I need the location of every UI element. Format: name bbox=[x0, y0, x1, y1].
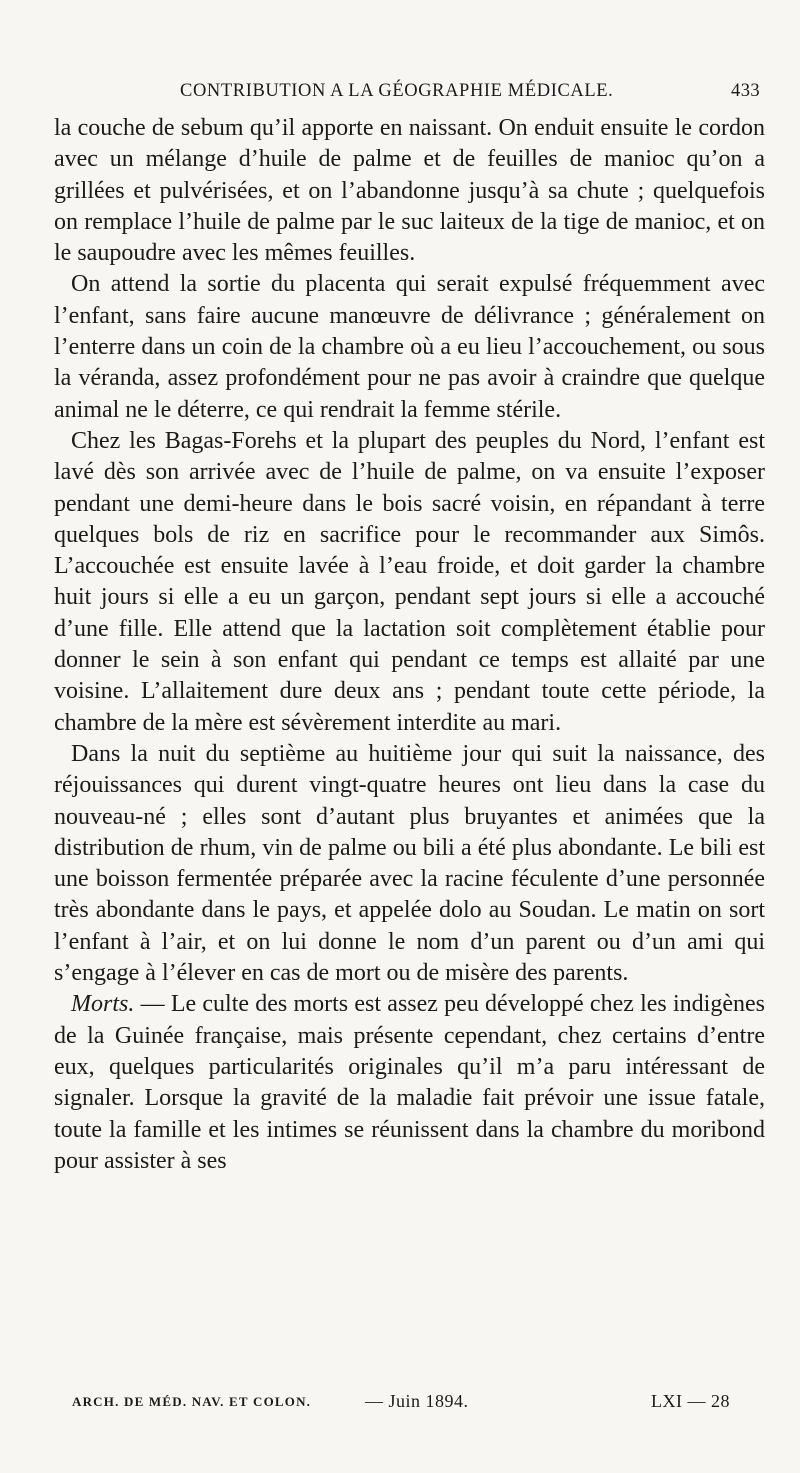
footer-date: — Juin 1894. bbox=[365, 1391, 469, 1411]
paragraph-3 bbox=[54, 426, 765, 739]
body-text bbox=[54, 113, 765, 1177]
paragraph-5 bbox=[54, 989, 765, 1177]
running-header bbox=[54, 77, 760, 107]
paragraph-text: On attend la sortie du placenta qui serait expulsé fréquemment avec l’enfant, sans faire aucune manœuvre de délivrance ; généralement on l’enterre dans un coin de la chambre où a eu lieu l’accouchement, ou sous la véranda, assez profondément pour ne pas avoir à craindre que quelque animal ne le déterre, ce qui rendrait la femme stérile. bbox=[54, 271, 765, 423]
section-run-in-heading: Morts. bbox=[71, 991, 135, 1018]
paragraph-text: la couche de sebum qu’il apporte en naissant. On enduit ensuite le cordon avec un mélange d’huile de palme et de feuilles de manioc qu’on a grillées et pulvérisées, et on l’abandonne jusqu’à sa chute ; quelquefois on remplace l’huile de palme par le suc laiteux de la tige de manioc, et on le saupoudre avec les mêmes feuilles. bbox=[54, 115, 765, 267]
page-number: 433 bbox=[731, 81, 760, 101]
paragraph-4 bbox=[54, 739, 765, 989]
footer-journal: ARCH. DE MÉD. NAV. ET COLON. bbox=[72, 1394, 312, 1409]
paragraph-2 bbox=[54, 269, 765, 425]
paragraph-text: Chez les Bagas-Forehs et la plupart des peuples du Nord, l’enfant est lavé dès son arrivée avec de l’huile de palme, on va ensuite l’exposer pendant une demi-heure dans le bois sacré voisin, en répandant à terre quelques bols de riz en sacrifice pour le recommander aux Simôs. L’accouchée est ensuite lavée à l’eau froide, et doit garder la chambre huit jours si elle a eu un garçon, pendant sept jours si elle a accouché d’une fille. Elle attend que la lactation soit complètement établie pour donner le sein à son enfant qui pendant ce temps est allaité par une voisine. L’allaitement dure deux ans ; pendant toute cette période, la chambre de la mère est sévèrement interdite au mari. bbox=[54, 427, 765, 736]
paragraph-text: — Le culte des morts est assez peu développé chez les indigènes de la Guinée française, mais présente cependant, chez certains d’entre eux, quelques particularités originales qu’il m’a paru intéressant de signaler. Lorsque la gravité de la maladie fait prévoir une issue fatale, toute la famille et les intimes se réunissent dans la chambre du moribond pour assister à ses bbox=[54, 991, 765, 1174]
paragraph-1 bbox=[54, 113, 765, 269]
paragraph-text: Dans la nuit du septième au huitième jour qui suit la naissance, des réjouissances qui durent vingt-quatre heures ont lieu dans la case du nouveau-né ; elles sont d’autant plus bruyantes et animées que la distribution de rhum, vin de palme ou bili a été plus abondante. Le bili est une boisson fermentée préparée avec la racine féculente d’une personnée très abondante dans le pays, et appelée dolo au Soudan. Le matin on sort l’enfant à l’air, et on lui donne le nom d’un parent ou d’un ami qui s’engage à l’élever en cas de mort ou de misère des parents. bbox=[54, 740, 765, 987]
footer-volume: LXI — 28 bbox=[651, 1391, 730, 1411]
running-title: CONTRIBUTION A LA GÉOGRAPHIE MÉDICALE. bbox=[180, 81, 614, 101]
page-footer bbox=[72, 1391, 730, 1415]
